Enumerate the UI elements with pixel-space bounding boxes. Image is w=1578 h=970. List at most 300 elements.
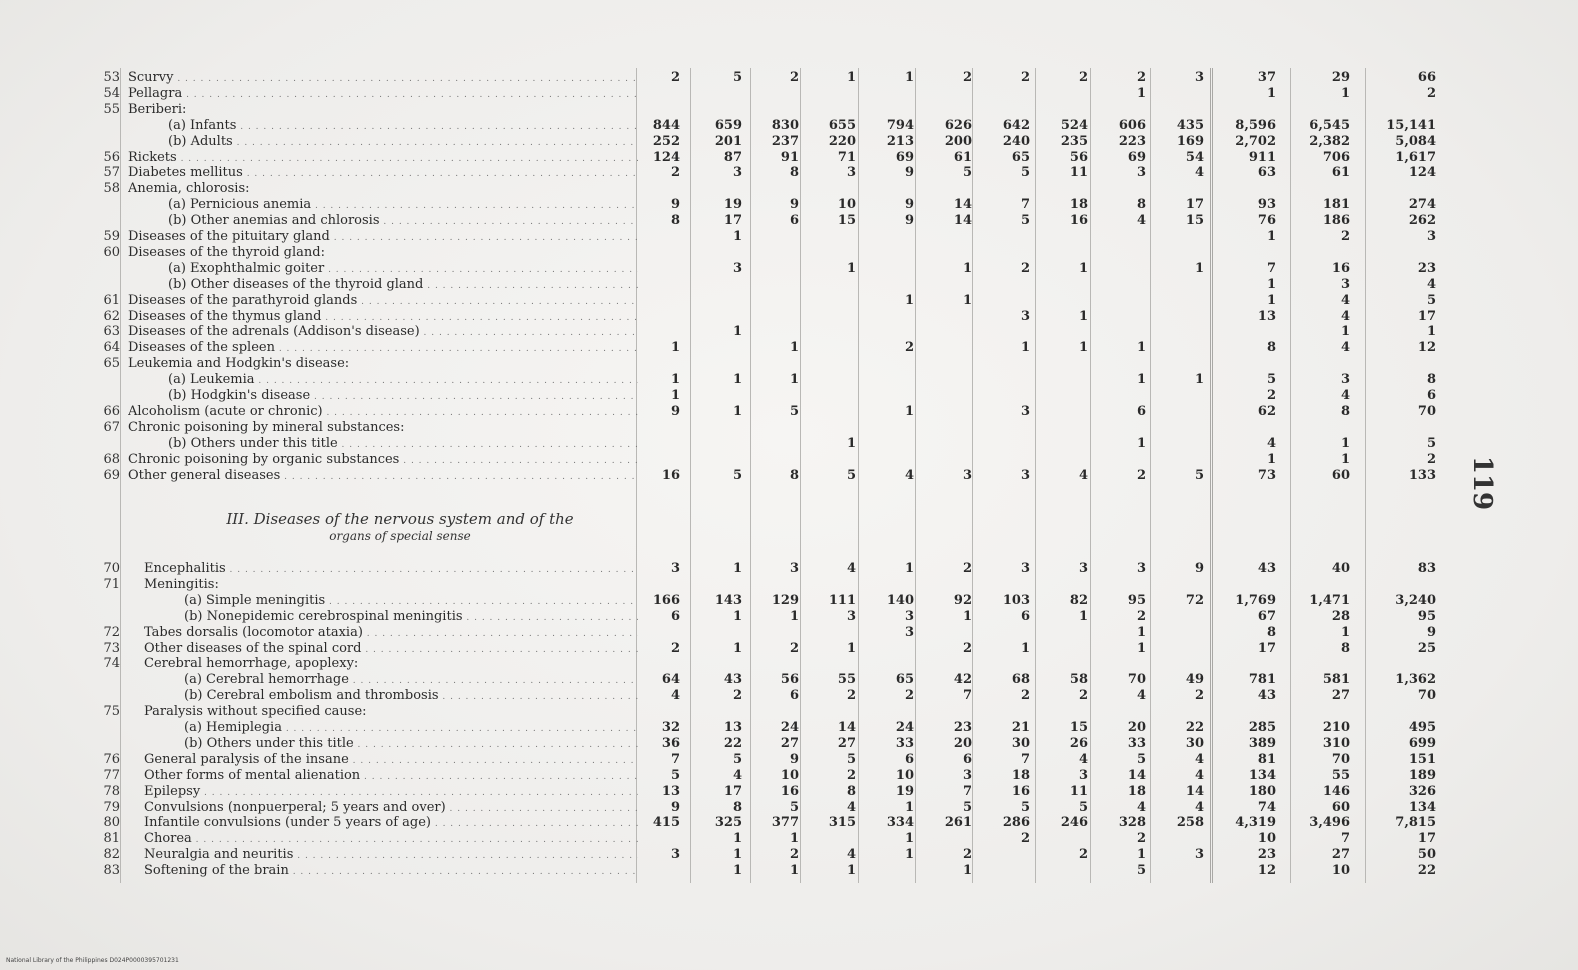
value-cell: 1 (1266, 229, 1276, 244)
value-cell: 2 (670, 70, 680, 85)
value-cell: 12 (1257, 863, 1276, 879)
row-label (128, 293, 638, 310)
value-cell: 15 (1069, 720, 1088, 735)
value-cell: 7 (1340, 831, 1350, 847)
row-label (184, 672, 638, 689)
value-cell: 6,545 (1309, 117, 1350, 133)
value-cell: 10 (1331, 863, 1350, 879)
row-label-text: Meningitis: (144, 576, 219, 592)
value-cell: 5 (1136, 751, 1146, 767)
row-label-text: (a) Exophthalmic goiter (168, 260, 325, 276)
value-cell: 8 (1266, 340, 1276, 356)
value-cell: 19 (895, 783, 914, 799)
row-number: 60 (103, 244, 120, 260)
value-cell: 2 (1020, 260, 1030, 276)
row-label (128, 452, 638, 469)
value-cell: 223 (1118, 133, 1146, 149)
row-label (128, 356, 638, 373)
table-row (0, 625, 1578, 641)
value-cell: 24 (895, 720, 914, 735)
value-cell: 73 (1257, 467, 1276, 483)
row-label (128, 70, 638, 87)
value-cell: 61 (953, 149, 972, 165)
value-cell: 4 (1340, 340, 1350, 356)
row-label (144, 831, 638, 848)
value-cell: 11 (1069, 165, 1088, 181)
value-cell: 3 (1078, 767, 1088, 783)
value-cell: 13 (1257, 308, 1276, 324)
value-cell: 1 (732, 831, 742, 847)
value-cell: 3 (1340, 276, 1350, 292)
value-cell: 261 (944, 815, 972, 831)
row-label (128, 309, 638, 326)
value-cell: 5 (1426, 292, 1436, 308)
value-cell: 12 (1417, 340, 1436, 356)
row-label (144, 784, 638, 801)
row-label-text: Chronic poisoning by organic substances (128, 451, 400, 467)
value-cell: 1 (1136, 372, 1146, 388)
row-label-text: (b) Nonepidemic cerebrospinal meningitis (184, 608, 463, 624)
row-number: 76 (103, 751, 120, 767)
value-cell: 389 (1248, 735, 1276, 751)
value-cell: 1 (732, 561, 742, 576)
value-cell: 2 (1426, 451, 1436, 467)
table-row (0, 134, 1578, 150)
value-cell: 70 (1417, 403, 1436, 419)
table-row (0, 309, 1578, 325)
value-cell: 22 (1185, 720, 1204, 735)
row-label (128, 86, 638, 103)
value-cell: 40 (1331, 561, 1350, 576)
row-label-text: Rickets (128, 149, 177, 165)
section-heading-line1: III. Diseases of the nervous system and of the (226, 510, 574, 528)
value-cell: 844 (652, 117, 680, 133)
value-cell: 2 (1078, 70, 1088, 85)
value-cell: 5 (732, 751, 742, 767)
value-cell: 1 (732, 229, 742, 244)
value-cell: 3 (1194, 70, 1204, 85)
row-label (128, 102, 638, 119)
value-cell: 9 (789, 197, 799, 213)
table-row (0, 181, 1578, 197)
value-cell: 5 (789, 799, 799, 815)
page-number: 119 (1467, 455, 1498, 511)
row-label (184, 720, 638, 737)
value-cell: 626 (944, 117, 972, 133)
row-label-text: Epilepsy (144, 783, 201, 799)
row-number: 66 (103, 403, 120, 419)
row-number: 53 (103, 70, 120, 85)
value-cell: 1 (1426, 324, 1436, 340)
value-cell: 11 (1069, 783, 1088, 799)
value-cell: 2 (1136, 608, 1146, 624)
value-cell: 28 (1331, 608, 1350, 624)
row-number: 79 (103, 799, 120, 815)
value-cell: 3 (904, 608, 914, 624)
value-cell: 1 (1340, 435, 1350, 451)
value-cell: 210 (1322, 720, 1350, 735)
value-cell: 2 (846, 767, 856, 783)
value-cell: 4 (670, 688, 680, 704)
table-row (0, 593, 1578, 609)
value-cell: 22 (1417, 863, 1436, 879)
row-label (128, 150, 638, 167)
value-cell: 55 (1331, 767, 1350, 783)
value-cell: 581 (1322, 672, 1350, 688)
value-cell: 6 (670, 608, 680, 624)
value-cell: 1 (1340, 85, 1350, 101)
section-heading (150, 510, 650, 544)
value-cell: 103 (1002, 592, 1030, 608)
value-cell: 3 (1020, 467, 1030, 483)
value-cell: 794 (886, 117, 914, 133)
value-cell: 315 (828, 815, 856, 831)
value-cell: 2 (904, 688, 914, 704)
value-cell: 1 (904, 799, 914, 815)
value-cell: 146 (1322, 783, 1350, 799)
row-label (144, 641, 638, 658)
value-cell: 180 (1248, 783, 1276, 799)
value-cell: 70 (1331, 751, 1350, 767)
value-cell: 1 (904, 70, 914, 85)
value-cell: 21 (1011, 720, 1030, 735)
value-cell: 56 (780, 672, 799, 688)
value-cell: 16 (1069, 213, 1088, 229)
value-cell: 435 (1176, 117, 1204, 133)
value-cell: 3 (1020, 561, 1030, 576)
value-cell: 17 (1257, 640, 1276, 656)
row-number: 83 (103, 863, 120, 879)
table-row (0, 468, 1578, 484)
value-cell: 169 (1176, 133, 1204, 149)
value-cell: 17 (723, 783, 742, 799)
row-label (168, 372, 638, 389)
value-cell: 1 (904, 847, 914, 863)
value-cell: 65 (895, 672, 914, 688)
row-label (144, 800, 638, 817)
value-cell: 1 (962, 863, 972, 879)
row-label-text: (a) Hemiplegia (184, 720, 282, 735)
table-row (0, 656, 1578, 672)
value-cell: 2 (1136, 831, 1146, 847)
value-cell: 134 (1248, 767, 1276, 783)
value-cell: 8 (1136, 197, 1146, 213)
value-cell: 42 (953, 672, 972, 688)
value-cell: 1 (732, 403, 742, 419)
row-number: 74 (103, 656, 120, 672)
value-cell: 71 (837, 149, 856, 165)
table-row (0, 863, 1578, 879)
value-cell: 4 (1194, 165, 1204, 181)
value-cell: 14 (1185, 783, 1204, 799)
value-cell: 286 (1002, 815, 1030, 831)
value-cell: 20 (1127, 720, 1146, 735)
value-cell: 24 (780, 720, 799, 735)
row-number: 63 (103, 324, 120, 340)
value-cell: 37 (1257, 70, 1276, 85)
value-cell: 5 (846, 751, 856, 767)
value-cell: 3 (789, 561, 799, 576)
row-label-text: Chronic poisoning by mineral substances: (128, 419, 405, 435)
row-number: 70 (103, 561, 120, 576)
value-cell: 1 (1078, 260, 1088, 276)
value-cell: 16 (1011, 783, 1030, 799)
value-cell: 20 (953, 735, 972, 751)
value-cell: 4 (1194, 799, 1204, 815)
value-cell: 4,319 (1235, 815, 1276, 831)
row-label-text: Diseases of the adrenals (Addison's disease) (128, 324, 420, 340)
row-label (168, 388, 638, 405)
row-label (168, 436, 638, 453)
value-cell: 310 (1322, 735, 1350, 751)
row-label-text: Leukemia and Hodgkin's disease: (128, 356, 350, 372)
value-cell: 17 (1417, 831, 1436, 847)
value-cell: 3,496 (1309, 815, 1350, 831)
value-cell: 15 (1185, 213, 1204, 229)
row-label-text: Paralysis without specified cause: (144, 704, 367, 720)
row-number: 81 (103, 831, 120, 847)
value-cell: 27 (1331, 847, 1350, 863)
table-row (0, 70, 1578, 86)
value-cell: 4 (1426, 276, 1436, 292)
value-cell: 14 (1127, 767, 1146, 783)
row-number: 69 (103, 467, 120, 483)
value-cell: 15,141 (1386, 117, 1436, 133)
row-label (144, 625, 638, 642)
value-cell: 3 (732, 260, 742, 276)
value-cell: 235 (1060, 133, 1088, 149)
table-row (0, 213, 1578, 229)
value-cell: 1 (1136, 85, 1146, 101)
value-cell: 9 (904, 165, 914, 181)
row-label-text: Diabetes mellitus (128, 165, 243, 181)
value-cell: 237 (771, 133, 799, 149)
value-cell: 4 (732, 767, 742, 783)
value-cell: 274 (1408, 197, 1436, 213)
row-label-text: Diseases of the thyroid gland: (128, 244, 325, 260)
value-cell: 1 (1136, 640, 1146, 656)
value-cell: 60 (1331, 799, 1350, 815)
value-cell: 7 (670, 751, 680, 767)
value-cell: 7 (1020, 751, 1030, 767)
table-row (0, 672, 1578, 688)
value-cell: 2 (846, 688, 856, 704)
value-cell: 9 (789, 751, 799, 767)
table-row (0, 561, 1578, 577)
value-cell: 26 (1069, 735, 1088, 751)
value-cell: 8 (1426, 372, 1436, 388)
value-cell: 642 (1002, 117, 1030, 133)
value-cell: 92 (953, 592, 972, 608)
table-row (0, 356, 1578, 372)
value-cell: 9 (904, 197, 914, 213)
value-cell: 27 (780, 735, 799, 751)
value-cell: 1 (1078, 340, 1088, 356)
value-cell: 14 (837, 720, 856, 735)
row-label (144, 847, 638, 864)
value-cell: 13 (661, 783, 680, 799)
value-cell: 1 (904, 403, 914, 419)
value-cell: 134 (1408, 799, 1436, 815)
value-cell: 1,471 (1309, 592, 1350, 608)
row-label-text: Beriberi: (128, 101, 187, 117)
row-label-text: Other diseases of the spinal cord (144, 640, 362, 656)
value-cell: 3 (1136, 561, 1146, 576)
row-label-text: (a) Infants (168, 117, 237, 133)
value-cell: 62 (1257, 403, 1276, 419)
row-label (144, 815, 638, 832)
value-cell: 10 (895, 767, 914, 783)
row-label (128, 404, 638, 421)
value-cell: 1 (789, 340, 799, 356)
value-cell: 1 (1136, 624, 1146, 640)
value-cell: 72 (1185, 592, 1204, 608)
table-row (0, 197, 1578, 213)
value-cell: 1 (1266, 276, 1276, 292)
value-cell: 246 (1060, 815, 1088, 831)
value-cell: 1 (1136, 847, 1146, 863)
value-cell: 258 (1176, 815, 1204, 831)
value-cell: 2 (962, 847, 972, 863)
value-cell: 8,596 (1235, 117, 1276, 133)
value-cell: 49 (1185, 672, 1204, 688)
value-cell: 81 (1257, 751, 1276, 767)
table-row (0, 102, 1578, 118)
value-cell: 377 (771, 815, 799, 831)
row-label-text: (b) Other anemias and chlorosis (168, 213, 380, 229)
table-row (0, 420, 1578, 436)
value-cell: 252 (652, 133, 680, 149)
value-cell: 36 (661, 735, 680, 751)
value-cell: 76 (1257, 213, 1276, 229)
value-cell: 29 (1331, 70, 1350, 85)
value-cell: 1 (904, 561, 914, 576)
value-cell: 1 (1136, 435, 1146, 451)
row-label-text: (b) Adults (168, 133, 233, 149)
value-cell: 1 (732, 324, 742, 340)
value-cell: 8 (732, 799, 742, 815)
row-number: 68 (103, 451, 120, 467)
row-label-text: (b) Cerebral embolism and thrombosis (184, 688, 439, 704)
row-number: 75 (103, 704, 120, 720)
value-cell: 1 (1194, 260, 1204, 276)
value-cell: 83 (1417, 561, 1436, 576)
value-cell: 3 (904, 624, 914, 640)
row-label-text: Other forms of mental alienation (144, 767, 361, 783)
row-number: 78 (103, 783, 120, 799)
value-cell: 2 (670, 165, 680, 181)
row-number: 55 (103, 101, 120, 117)
value-cell: 1 (732, 863, 742, 879)
value-cell: 43 (723, 672, 742, 688)
value-cell: 2 (1136, 70, 1146, 85)
value-cell: 3 (1426, 229, 1436, 244)
value-cell: 1 (962, 608, 972, 624)
table-row (0, 324, 1578, 340)
value-cell: 30 (1011, 735, 1030, 751)
value-cell: 2 (670, 640, 680, 656)
value-cell: 4 (1340, 308, 1350, 324)
table-row (0, 404, 1578, 420)
value-cell: 140 (886, 592, 914, 608)
value-cell: 69 (1127, 149, 1146, 165)
value-cell: 2 (732, 688, 742, 704)
value-cell: 8 (846, 783, 856, 799)
value-cell: 18 (1011, 767, 1030, 783)
value-cell: 1 (846, 70, 856, 85)
value-cell: 4 (1078, 751, 1088, 767)
value-cell: 166 (652, 592, 680, 608)
row-label (144, 863, 638, 880)
value-cell: 3 (962, 467, 972, 483)
value-cell: 25 (1417, 640, 1436, 656)
value-cell: 326 (1408, 783, 1436, 799)
value-cell: 1 (1078, 608, 1088, 624)
row-label-text: (a) Simple meningitis (184, 592, 326, 608)
row-label (184, 593, 638, 610)
value-cell: 4 (1340, 388, 1350, 403)
value-cell: 16 (661, 467, 680, 483)
row-label (184, 609, 638, 626)
value-cell: 23 (953, 720, 972, 735)
value-cell: 1 (789, 831, 799, 847)
value-cell: 1,362 (1395, 672, 1436, 688)
row-label-text: Softening of the brain (144, 863, 289, 879)
value-cell: 5 (732, 70, 742, 85)
value-cell: 6 (1136, 403, 1146, 419)
value-cell: 699 (1408, 735, 1436, 751)
value-cell: 4 (904, 467, 914, 483)
value-cell: 58 (1069, 672, 1088, 688)
row-label-text: (a) Pernicious anemia (168, 197, 312, 213)
value-cell: 524 (1060, 117, 1088, 133)
row-number: 54 (103, 85, 120, 101)
value-cell: 7,815 (1395, 815, 1436, 831)
value-cell: 9 (1194, 561, 1204, 576)
value-cell: 27 (1331, 688, 1350, 704)
value-cell: 1 (904, 831, 914, 847)
row-label (168, 261, 638, 278)
value-cell: 32 (661, 720, 680, 735)
value-cell: 2 (789, 640, 799, 656)
value-cell: 3 (670, 847, 680, 863)
value-cell: 6 (789, 688, 799, 704)
value-cell: 3 (732, 165, 742, 181)
value-cell: 16 (780, 783, 799, 799)
value-cell: 82 (1069, 592, 1088, 608)
row-label (128, 245, 638, 262)
value-cell: 4 (1266, 435, 1276, 451)
table-row (0, 847, 1578, 863)
value-cell: 6 (1020, 608, 1030, 624)
value-cell: 2,702 (1235, 133, 1276, 149)
value-cell: 3 (1194, 847, 1204, 863)
value-cell: 1 (846, 435, 856, 451)
value-cell: 5 (1020, 799, 1030, 815)
value-cell: 2 (789, 70, 799, 85)
row-number: 62 (103, 308, 120, 324)
section-heading-line2: organs of special sense (329, 529, 471, 543)
value-cell: 2 (789, 847, 799, 863)
row-label (128, 340, 638, 357)
value-cell: 1 (904, 292, 914, 308)
value-cell: 5 (1426, 435, 1436, 451)
row-label (128, 165, 638, 182)
value-cell: 2 (962, 561, 972, 576)
value-cell: 17 (723, 213, 742, 229)
table-row (0, 340, 1578, 356)
table-row (0, 245, 1578, 261)
